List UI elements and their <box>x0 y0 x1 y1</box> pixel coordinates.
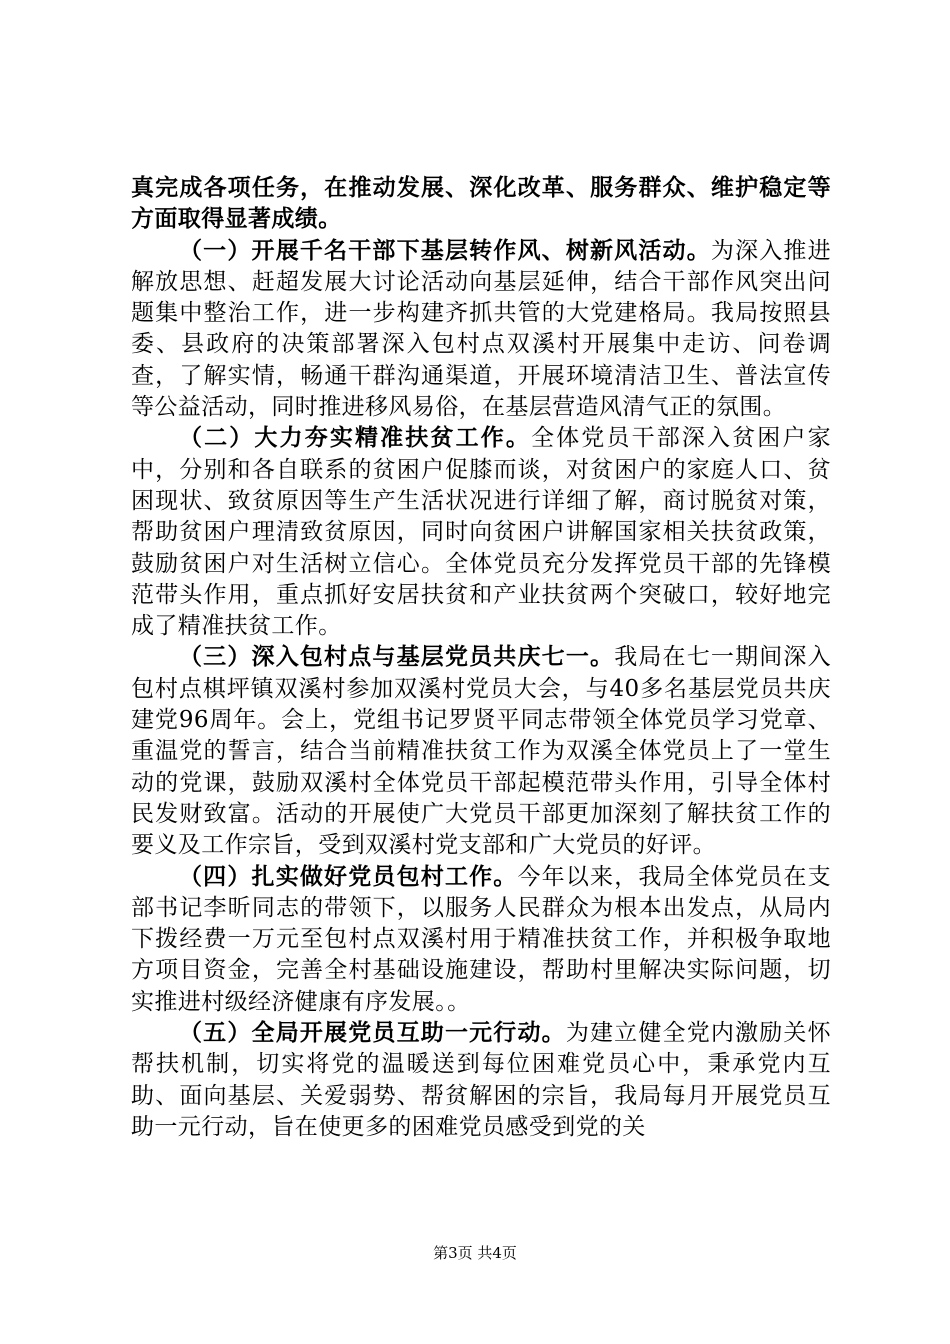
section-3-body: 我局在七一期间深入包村点棋坪镇双溪村参加双溪村党员大会，与40多名基层党员共庆建党96周年。会上，党组书记罗贤平同志带领全体党员学习党章、重温党的誓言，结合当前精准扶贫工作为双溪全体党员上了一堂生动的党课，鼓励双溪村全体党员干部起模范带头作用，引导全体村民发财致富。活动的开展使广大党员干部更加深刻了解扶贫工作的要义及工作宗旨，受到双溪村党支部和广大党员的好评。 <box>131 644 831 859</box>
section-5-paragraph <box>131 1018 831 1143</box>
section-2-heading: （二）大力夯实精准扶贫工作。 <box>179 425 532 452</box>
section-1-body: 为深入推进解放思想、赶超发展大讨论活动向基层延伸，结合干部作风突出问题集中整治工作，进一步构建齐抓共管的大党建格局。我局按照县委、县政府的决策部署深入包村点双溪村开展集中走访、问卷调查，了解实情，畅通干群沟通渠道，开展环境清洁卫生、普法宣传等公益活动，同时推进移风易俗，在基层营造风清气正的氛围。 <box>131 237 831 421</box>
section-5-body: 为建立健全党内激励关怀帮扶机制，切实将党的温暖送到每位困难党员心中，秉承党内互助、面向基层、关爱弱势、帮贫解困的宗旨，我局每月开展党员互助一元行动，旨在使更多的困难党员感受到党的关 <box>131 1020 831 1140</box>
section-1-heading: （一）开展千名干部下基层转作风、树新风活动。 <box>179 237 711 264</box>
page-number-footer: 第3页 共4页 <box>433 1244 517 1262</box>
section-4-body: 今年以来，我局全体党员在支部书记李昕同志的带领下，以服务人民群众为根本出发点，从局内下拨经费一万元至包村点双溪村用于精准扶贫工作，并积极争取地方项目资金，完善全村基础设施建设，帮助村里解决实际问题，切实推进村级经济健康有序发展。。 <box>131 863 832 1015</box>
document-body <box>131 173 831 1143</box>
section-2-paragraph <box>131 423 831 642</box>
section-3-paragraph <box>131 642 831 861</box>
opening-paragraph: 真完成各项任务，在推动发展、深化改革、服务群众、维护稳定等方面取得显著成绩。 <box>131 175 831 233</box>
section-5-heading: （五）全局开展党员互助一元行动。 <box>179 1020 566 1047</box>
section-3-heading: （三）深入包村点与基层党员共庆七一。 <box>179 644 615 671</box>
section-1-paragraph <box>131 236 831 424</box>
section-4-paragraph <box>131 862 831 1018</box>
section-4-heading: （四）扎实做好党员包村工作。 <box>179 863 518 890</box>
section-2-body: 全体党员干部深入贫困户家中，分别和各自联系的贫困户促膝而谈，对贫困户的家庭人口、贫困现状、致贫原因等生产生活状况进行详细了解，商讨脱贫对策，帮助贫困户理清致贫原因，同时向贫困户讲解国家相关扶贫政策，鼓励贫困户对生活树立信心。全体党员充分发挥党员干部的先锋模范带头作用，重点抓好安居扶贫和产业扶贫两个突破口，较好地完成了精准扶贫工作。 <box>131 425 831 640</box>
